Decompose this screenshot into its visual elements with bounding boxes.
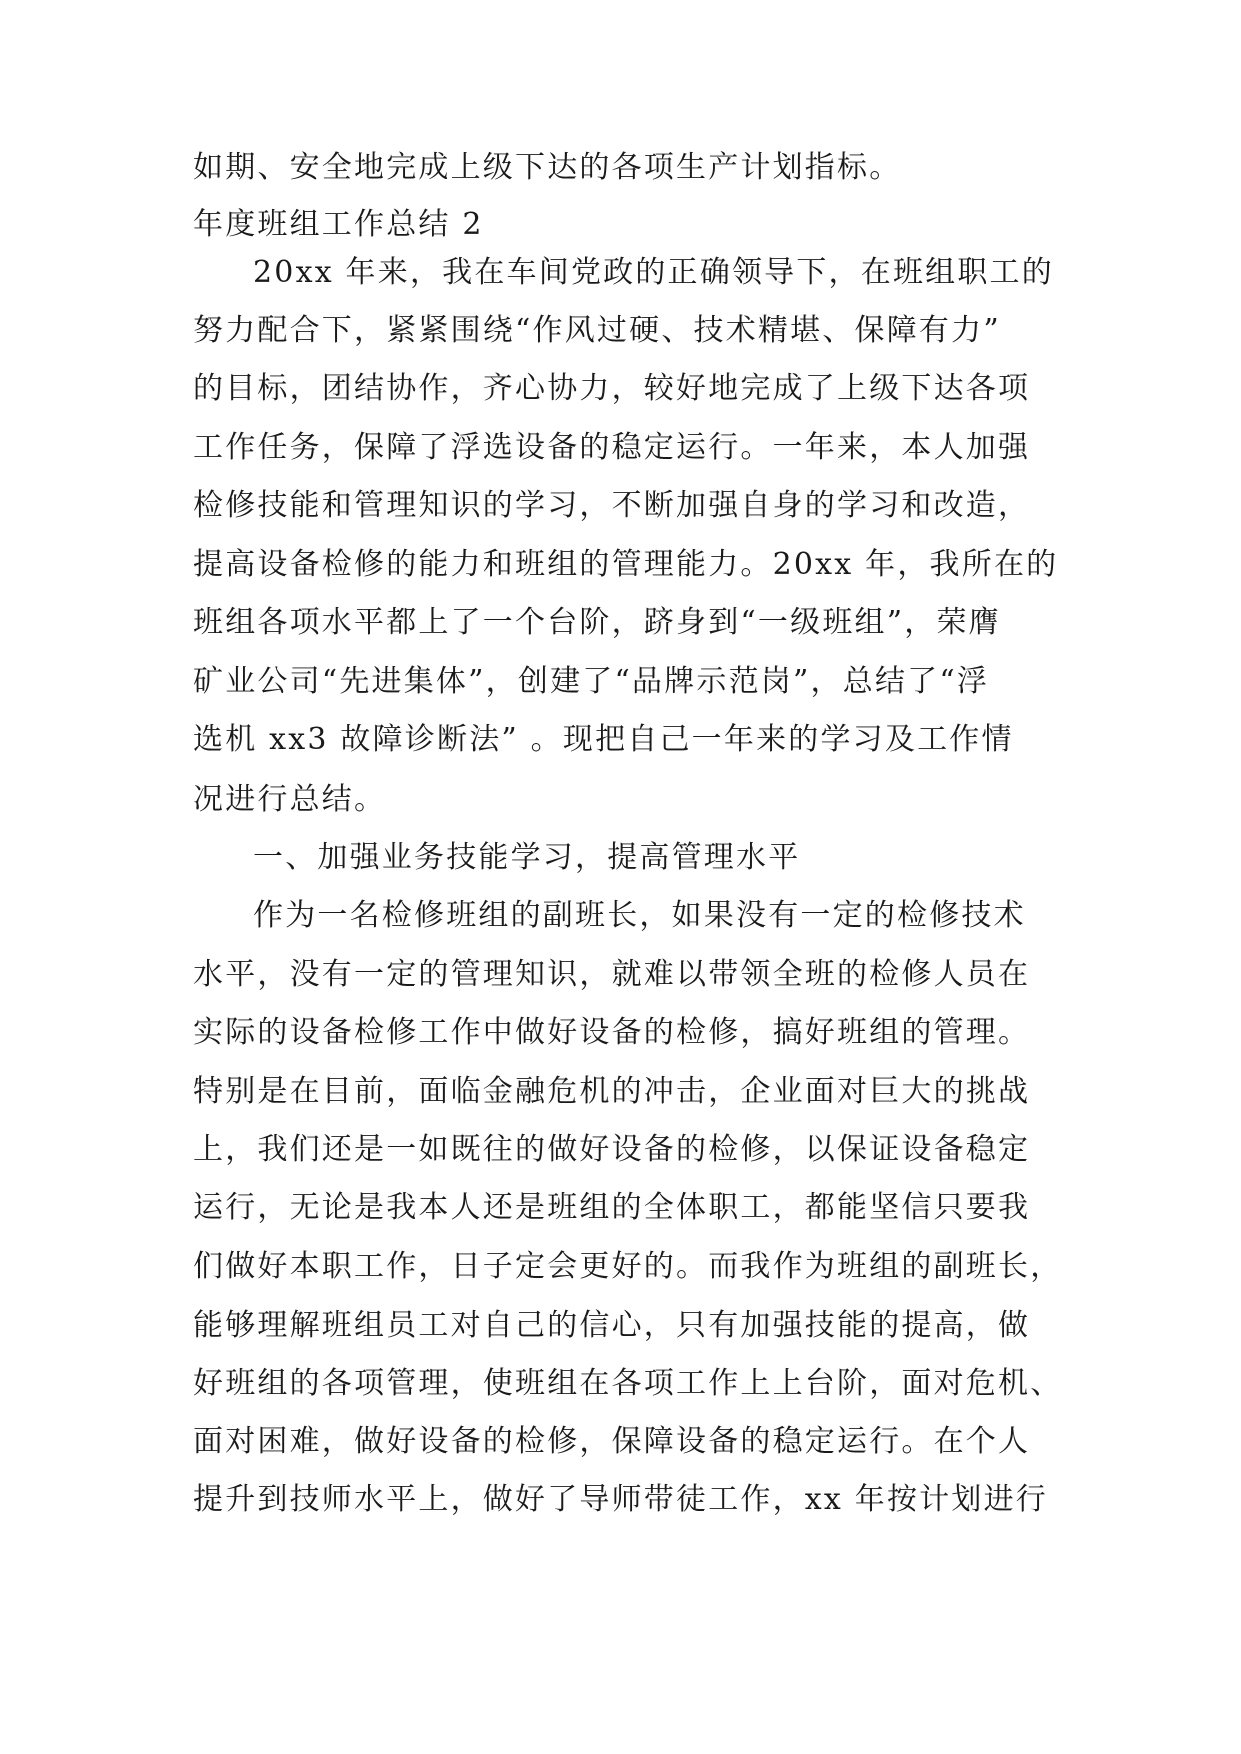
text-line: 好班组的各项管理，使班组在各项工作上上台阶，面对危机、 bbox=[193, 1366, 1063, 1401]
text-line: 况进行总结。 bbox=[193, 782, 387, 817]
text-line: 如期、安全地完成上级下达的各项生产计划指标。 bbox=[193, 150, 902, 185]
text-line: 班组各项水平都上了一个台阶，跻身到“一级班组”，荣膺 bbox=[193, 605, 1001, 640]
text-line: 选机 xx3 故障诊断法” 。现把自己一年来的学习及工作情 bbox=[193, 722, 1014, 757]
text-line: 们做好本职工作，日子定会更好的。而我作为班组的副班长， bbox=[193, 1249, 1063, 1284]
text-line: 面对困难，做好设备的检修，保障设备的稳定运行。在个人 bbox=[193, 1424, 1031, 1459]
text-line: 工作任务，保障了浮选设备的稳定运行。一年来，本人加强 bbox=[193, 430, 1031, 465]
text-line: 检修技能和管理知识的学习，不断加强自身的学习和改造， bbox=[193, 488, 1031, 523]
text-line: 矿业公司“先进集体”，创建了“品牌示范岗”，总结了“浮 bbox=[193, 664, 990, 699]
text-line: 运行，无论是我本人还是班组的全体职工，都能坚信只要我 bbox=[193, 1190, 1031, 1225]
text-line: 上，我们还是一如既往的做好设备的检修，以保证设备稳定 bbox=[193, 1132, 1031, 1167]
text-line: 20xx 年来，我在车间党政的正确领导下，在班组职工的 bbox=[253, 255, 1054, 290]
text-line: 提高设备检修的能力和班组的管理能力。20xx 年，我所在的 bbox=[193, 547, 1059, 582]
text-line: 的目标，团结协作，齐心协力，较好地完成了上级下达各项 bbox=[193, 371, 1031, 406]
text-line: 提升到技师水平上，做好了导师带徒工作，xx 年按计划进行 bbox=[193, 1482, 1048, 1517]
text-line: 特别是在目前，面临金融危机的冲击，企业面对巨大的挑战 bbox=[193, 1074, 1031, 1109]
text-line: 能够理解班组员工对自己的信心，只有加强技能的提高，做 bbox=[193, 1308, 1031, 1343]
text-line: 水平，没有一定的管理知识，就难以带领全班的检修人员在 bbox=[193, 957, 1031, 992]
text-line: 实际的设备检修工作中做好设备的检修，搞好班组的管理。 bbox=[193, 1015, 1031, 1050]
text-line: 努力配合下，紧紧围绕“作风过硬、技术精堪、保障有力” bbox=[193, 313, 1001, 348]
section-heading: 年度班组工作总结 2 bbox=[193, 207, 484, 242]
text-line: 一、加强业务技能学习，提高管理水平 bbox=[253, 840, 801, 875]
text-line: 作为一名检修班组的副班长，如果没有一定的检修技术 bbox=[253, 898, 1026, 933]
